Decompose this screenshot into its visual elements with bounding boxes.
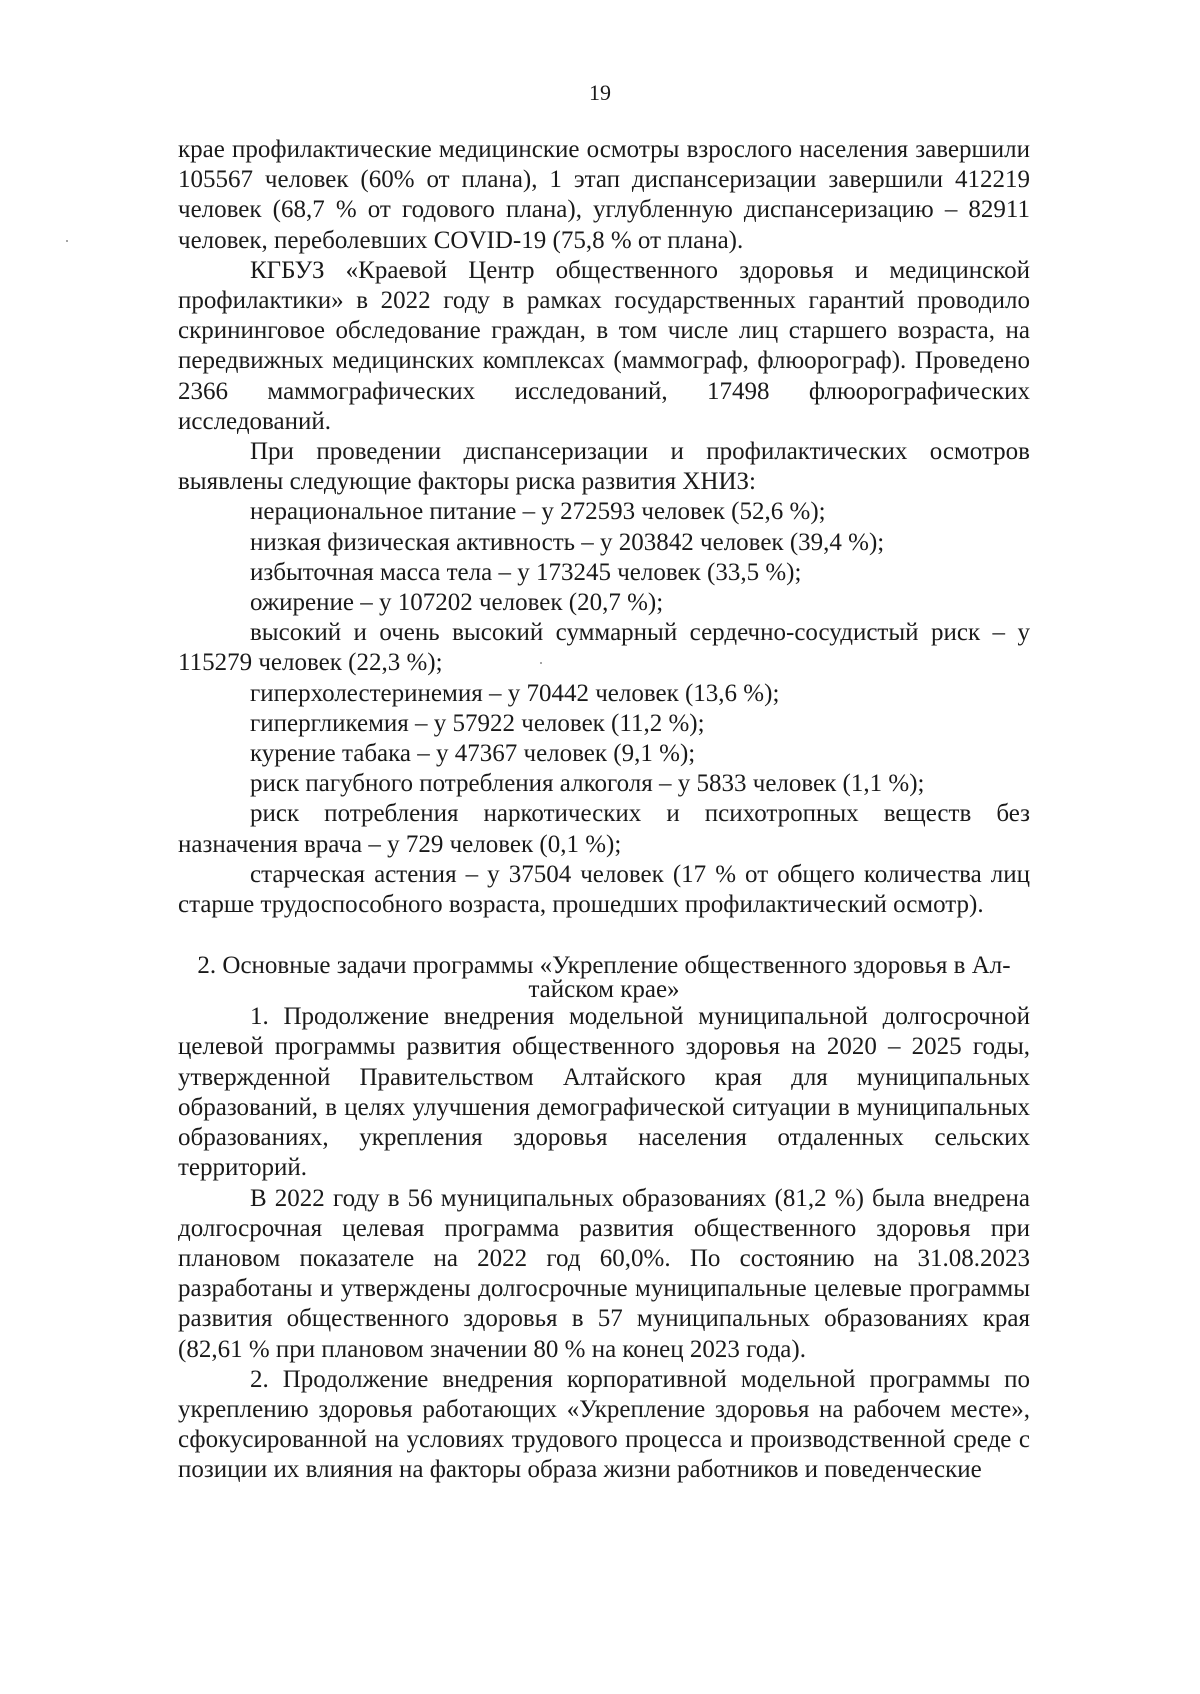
list-item: нерациональное питание – у 272593 человек (52,6 %); (250, 498, 826, 526)
list-item: избыточная масса тела – у 173245 человек (33,5 %); (250, 558, 802, 586)
page-number: 19 (589, 80, 611, 105)
scan-speck (66, 240, 68, 242)
list-item: низкая физическая активность – у 203842 человек (39,4 %); (250, 528, 885, 556)
paragraph-risk-intro: При проведении диспансеризации и профилактических осмотров выявлены следующие факторы риска развития ХНИЗ: (178, 438, 1030, 496)
list-item: ожирение – у 107202 человек (20,7 %); (250, 589, 664, 617)
paragraph-kgbuz-center: КГБУЗ «Краевой Центр общественного здоровья и медицинской профилактики» в 2022 году в рамках государственных гарантий проводило скрининговое обследование граждан, в том числе лиц старшего возраста, на передвижных медицинских комплексах (маммограф, флюорограф). Проведено 2366 маммографических исследований, 17498 флюорографических исследований. (178, 256, 1030, 435)
scan-speck (540, 662, 542, 664)
risk-factor-list (178, 497, 1030, 920)
paragraph-screening-results: крае профилактические медицинские осмотры взрослого населения завершили 105567 человек (60% от плана), 1 этап диспансеризации завершили 412219 человек (68,7 % от годового плана), углубленную диспансеризацию – 82911 человек, переболевших COVID-19 (75,8 % от плана). (178, 136, 1030, 254)
section-heading-line-1: 2. Основные задачи программы «Укрепление общественного здоровья в Ал- (197, 952, 1011, 980)
list-item: старческая астения – у 37504 человек (17 % от общего количества лиц старше трудоспособного возраста, прошедших профилактический осмотр). (178, 860, 1030, 919)
paragraph-task-2: 2. Продолжение внедрения корпоративной модельной программы по укреплению здоровья работающих «Укрепление здоровья на рабочем месте», сфокусированной на условиях трудового процесса и производственной среде с позиции их влияния на факторы образа жизни работников и поведенческие (178, 1365, 1030, 1484)
paragraph-2022-programs: В 2022 году в 56 муниципальных образованиях (81,2 %) была внедрена долгосрочная целевая программа развития общественного здоровья при плановом показателе на 2022 год 60,0%. По состоянию на 31.08.2023 разработаны и утверждены долгосрочные муниципальные целевые программы развития общественного здоровья в 57 муниципальных образованиях края (82,61 % при плановом значении 80 % на конец 2023 года). (178, 1184, 1030, 1363)
list-item: высокий и очень высокий суммарный сердечно-сосудистый риск – у 115279 человек (22,3 %); (178, 619, 1030, 677)
body-text (178, 135, 1030, 1486)
list-item: риск потребления наркотических и психотропных веществ без назначения врача – у 729 человек (0,1 %); (178, 800, 1030, 858)
section-heading (178, 954, 1030, 1002)
list-item: курение табака – у 47367 человек (9,1 %); (250, 740, 696, 768)
section-heading-line-2: тайском крае» (528, 976, 680, 1004)
paragraph-task-1: 1. Продолжение внедрения модельной муниципальной долгосрочной целевой программы развития общественного здоровья на 2020 – 2025 годы, утвержденной Правительством Алтайского края для муниципальных образований, в целях улучшения демографической ситуации в муниципальных образованиях, укрепления здоровья населения отдаленных сельских территорий. (178, 1003, 1030, 1182)
list-item: гиперхолестеринемия – у 70442 человек (13,6 %); (250, 679, 780, 707)
list-item: риск пагубного потребления алкоголя – у 5833 человек (1,1 %); (250, 770, 925, 798)
list-item: гипергликемия – у 57922 человек (11,2 %); (250, 709, 705, 737)
